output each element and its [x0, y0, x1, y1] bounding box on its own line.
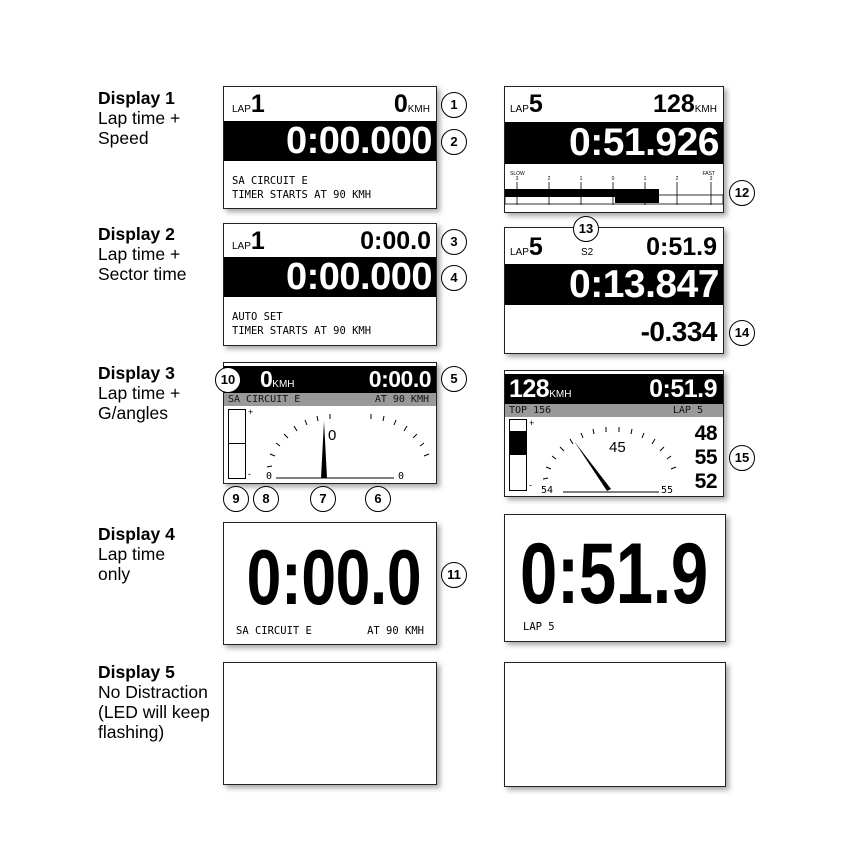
sector-time-readout [360, 227, 431, 259]
gauge-tick [660, 447, 664, 451]
delta-tick-label: 1 [579, 176, 583, 182]
gauge-left-value: 0 [266, 471, 273, 482]
gauge-tick [305, 420, 307, 425]
info-right: AT 90 KMH [367, 625, 424, 637]
callout-8: 8 [253, 486, 279, 512]
value-stack [695, 422, 717, 494]
gauge-tick [546, 467, 551, 469]
info-text [232, 174, 371, 202]
row-desc: Lap time + [98, 108, 181, 128]
info-line: TIMER STARTS AT 90 KMH [232, 189, 372, 201]
angle-gauge [537, 419, 687, 497]
callout-10: 10 [215, 367, 241, 393]
gauge-tick [652, 439, 655, 444]
row-desc: Speed [98, 128, 149, 148]
header-bar [224, 366, 436, 393]
display-4-screen-right [504, 514, 726, 642]
lap-time-bar [224, 121, 436, 161]
info-right: LAP 5 [672, 405, 703, 416]
gauge-tick [581, 433, 583, 438]
callout-11: 11 [441, 562, 467, 588]
display-3-screen-right [504, 370, 724, 497]
g-force-bar [228, 409, 246, 479]
lap-number: 5 [528, 233, 543, 261]
info-left: SA CIRCUIT E [228, 394, 301, 405]
stack-value: 48 [694, 422, 717, 445]
lap-time: 0:51.9 [520, 526, 708, 622]
gauge-tick [424, 454, 429, 456]
lap-label: LAP [232, 104, 251, 115]
gauge-left-value: 54 [541, 485, 554, 496]
row-label-display-5 [98, 662, 222, 742]
sector-label: S2 [581, 247, 594, 258]
callout-1: 1 [441, 92, 467, 118]
gauge-tick [570, 439, 573, 444]
callout-15: 15 [729, 445, 755, 471]
delta-tick-label: 3 [709, 176, 713, 182]
gauge-tick [420, 443, 424, 446]
delta-fill [615, 189, 659, 203]
gauge-value: 0 [328, 427, 337, 444]
delta-fill [505, 189, 615, 197]
info-bar [505, 404, 723, 417]
callout-9: 9 [223, 486, 249, 512]
row-title: Display 5 [98, 662, 175, 682]
row-title: Display 2 [98, 224, 175, 244]
lap-time: 0:00.000 [285, 256, 432, 298]
speed-value: 128 [509, 375, 550, 403]
speed-value: 0 [260, 366, 273, 392]
row-desc: Lap time + [98, 383, 181, 403]
callout-12: 12 [729, 180, 755, 206]
lap-time: 0:51.9 [649, 375, 717, 403]
gauge-tick [294, 426, 297, 431]
row-desc: No Distraction [98, 682, 208, 702]
callout-4: 4 [441, 265, 467, 291]
sector-time: 0:51.9 [646, 233, 717, 261]
callout-3: 3 [441, 229, 467, 255]
display-5-screen-left [223, 662, 437, 785]
sector-time: 0:00.0 [360, 227, 431, 255]
delta-tick-label: 1 [643, 176, 647, 182]
gauge-tick [552, 456, 556, 459]
row-title: Display 3 [98, 363, 175, 383]
info-line: AUTO SET [232, 311, 283, 323]
gauge-right-value: 55 [661, 485, 674, 496]
stack-value: 52 [694, 470, 717, 493]
display-1-screen-left [223, 86, 437, 209]
minus-sign: - [248, 469, 251, 479]
gauge-tick [560, 447, 564, 451]
callout-7: 7 [310, 486, 336, 512]
plus-sign: + [529, 418, 535, 428]
info-text [232, 310, 371, 338]
gauge-tick [413, 434, 417, 438]
speed-readout [394, 90, 430, 124]
lap-indicator [232, 227, 265, 261]
lap-time-bar [224, 257, 436, 297]
lap-number: 5 [528, 90, 543, 118]
plus-sign: + [248, 407, 254, 417]
speed-value: 128 [653, 90, 695, 118]
stack-value: 55 [694, 446, 717, 469]
gauge-right-value: 0 [398, 471, 405, 482]
g-force-marker [229, 443, 245, 444]
lap-number: 1 [250, 90, 265, 118]
row-title: Display 1 [98, 88, 175, 108]
gauge-tick [284, 434, 288, 438]
info-line: TIMER STARTS AT 90 KMH [232, 325, 372, 337]
delta-bar-graph [505, 175, 723, 211]
lap-label: LAP [510, 247, 529, 258]
gauge-tick [383, 416, 384, 421]
gauge-tick [642, 433, 644, 438]
row-desc: only [98, 564, 131, 584]
row-desc: Sector time [98, 264, 187, 284]
display-4-screen-left [223, 522, 437, 645]
callout-5: 5 [441, 366, 467, 392]
gauge-tick [671, 467, 676, 469]
gauge-needle [321, 421, 327, 478]
delta-tick-label: 2 [675, 176, 679, 182]
sector-time-readout [646, 233, 717, 265]
display-2-screen-right [504, 227, 724, 354]
info-right: AT 90 KMH [374, 394, 429, 405]
info-line: SA CIRCUIT E [232, 175, 308, 187]
callout-2: 2 [441, 129, 467, 155]
speed-value: 0 [393, 90, 408, 118]
display-3-screen-left [223, 362, 437, 484]
speed-unit: KMH [694, 104, 717, 115]
info-left: LAP 5 [523, 621, 555, 633]
gauge-tick [317, 416, 318, 421]
lap-indicator [232, 90, 265, 124]
minus-sign: - [529, 480, 532, 490]
gauge-tick [631, 429, 632, 434]
callout-13: 13 [573, 216, 599, 242]
gauge-tick [276, 443, 280, 446]
lap-time-bar [505, 122, 723, 164]
lap-label: LAP [232, 241, 251, 252]
info-left: TOP 156 [509, 405, 552, 416]
gauge-tick [667, 456, 671, 459]
gauge-value: 45 [609, 439, 626, 456]
slow-label: SLOW [510, 171, 525, 177]
delta-tick-label: 0 [611, 176, 615, 182]
gauge-tick [543, 478, 548, 479]
delta-tick-label: 3 [515, 176, 519, 182]
lap-label: LAP [510, 104, 529, 115]
row-desc: (LED will keep [98, 702, 210, 722]
g-force-bar [509, 419, 527, 491]
row-desc: G/angles [98, 403, 169, 423]
lap-time: 0:13.847 [569, 263, 719, 306]
delta-time: -0.334 [640, 316, 717, 347]
display-1-screen-right [504, 86, 724, 213]
gauge-tick [267, 466, 272, 467]
speed-unit: KMH [407, 104, 430, 115]
info-bar [224, 393, 436, 406]
lap-time: 0:00.0 [368, 366, 431, 392]
angle-gauge [254, 407, 434, 483]
row-desc: flashing) [98, 722, 165, 742]
gauge-tick [394, 420, 396, 425]
g-force-fill [510, 431, 526, 455]
gauge-tick [404, 426, 407, 431]
lap-time: 0:51.926 [569, 121, 719, 164]
row-desc: Lap time + [98, 244, 181, 264]
gauge-tick [270, 454, 275, 456]
gauge-tick [593, 429, 594, 434]
display-2-screen-left [223, 223, 437, 346]
row-desc: Lap time [98, 544, 166, 564]
fast-label: FAST [702, 171, 715, 177]
lap-indicator [510, 90, 543, 124]
gauge-needle [574, 441, 611, 491]
row-title: Display 4 [98, 524, 175, 544]
lap-time-bar [505, 264, 723, 305]
speed-readout [653, 90, 717, 124]
row-label-display-1 [98, 88, 222, 148]
info-left: SA CIRCUIT E [236, 625, 312, 637]
row-label-display-4 [98, 524, 222, 584]
lap-number: 1 [250, 227, 265, 255]
header-bar [505, 374, 723, 404]
display-5-screen-right [504, 662, 726, 787]
row-label-display-2 [98, 224, 222, 284]
callout-14: 14 [729, 320, 755, 346]
delta-tick-label: 2 [547, 176, 551, 182]
lap-time: 0:00.0 [246, 533, 421, 621]
lap-time: 0:00.000 [285, 120, 432, 162]
speed-unit: KMH [272, 379, 295, 390]
row-label-display-3 [98, 363, 222, 423]
lap-indicator [510, 233, 543, 267]
speed-unit: KMH [549, 389, 572, 400]
callout-6: 6 [365, 486, 391, 512]
